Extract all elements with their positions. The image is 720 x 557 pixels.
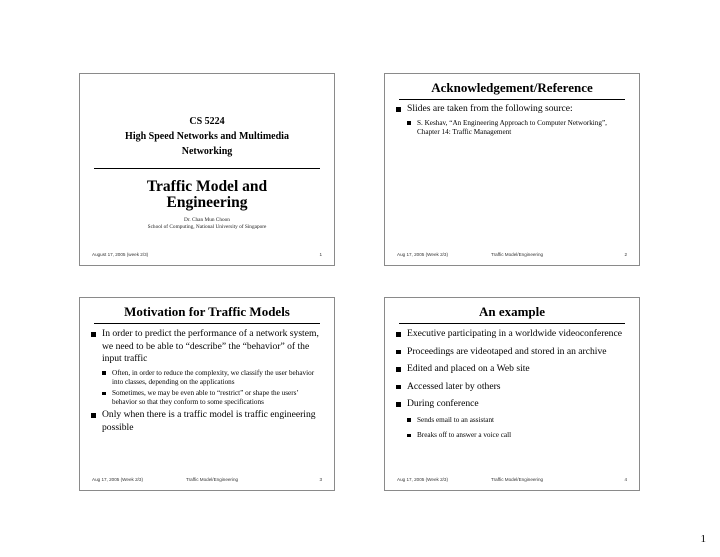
- list-item: Accessed later by others: [395, 381, 629, 394]
- list-item: Proceedings are videotaped and stored in an archive: [395, 346, 629, 359]
- course-header: [80, 114, 334, 159]
- slide-3-footer-topic: Traffic Model/Engineering: [186, 477, 239, 482]
- square-bullet-icon: [91, 332, 96, 337]
- square-bullet-icon: [396, 367, 401, 372]
- slide-2-footer-topic: Traffic Model/Engineering: [491, 252, 544, 257]
- course-name: High Speed Networks and Multimedia Networking: [125, 131, 289, 157]
- square-bullet-icon: [396, 385, 401, 390]
- list-item: Breaks off to answer a voice call: [395, 431, 629, 440]
- square-bullet-icon: [102, 392, 106, 396]
- square-bullet-icon: [396, 402, 401, 407]
- slide-4-footer-number: 4: [624, 477, 627, 482]
- slide-4-footer-topic: Traffic Model/Engineering: [491, 477, 544, 482]
- slide-3-bullets: [90, 328, 324, 437]
- slide-3-title: Motivation for Traffic Models: [124, 304, 290, 319]
- list-item: During conference: [395, 398, 629, 411]
- square-bullet-icon: [407, 121, 411, 125]
- slide-2-footer-date: Aug 17, 2005 (Week 2/3): [397, 252, 448, 257]
- slide-2-bullets: [395, 103, 629, 139]
- title-line-2: Engineering: [166, 194, 248, 211]
- slide-1-footer-number: 1: [319, 252, 322, 257]
- presentation-title: [80, 179, 334, 211]
- slide-3-footer-date: Aug 17, 2005 (Week 2/3): [92, 477, 143, 482]
- slide-3-thumbnail: [79, 297, 335, 491]
- slide-3-title-divider: [94, 323, 320, 324]
- author-name: Dr. Chan Mun Choon: [184, 217, 230, 223]
- slide-2-title: Acknowledgement/Reference: [431, 80, 593, 95]
- list-item: Executive participating in a worldwide videoconference: [395, 328, 629, 341]
- slide-4-footer-date: Aug 17, 2005 (Week 2/3): [397, 477, 448, 482]
- list-item: S. Keshav, “An Engineering Approach to Computer Networking”, Chapter 14: Traffic Management: [395, 119, 629, 137]
- square-bullet-icon: [407, 434, 411, 438]
- course-code: CS 5224: [189, 116, 225, 127]
- square-bullet-icon: [102, 371, 106, 375]
- slide-2-thumbnail: [384, 73, 640, 266]
- list-item: Only when there is a traffic model is traffic engineering possible: [90, 409, 324, 434]
- slide-3-footer-number: 3: [319, 477, 322, 482]
- title-divider: [94, 168, 320, 169]
- slide-4-title-divider: [399, 323, 625, 324]
- list-item: Slides are taken from the following source:: [395, 103, 629, 116]
- square-bullet-icon: [407, 418, 411, 422]
- list-item: Often, in order to reduce the complexity, we classify the user behavior into classes, depending on the applications: [90, 369, 324, 387]
- square-bullet-icon: [396, 332, 401, 337]
- list-item: Sometimes, we may be even able to “restrict” or shape the users’ behavior so that they conform to some specifications: [90, 389, 324, 407]
- author-block: [80, 217, 334, 231]
- list-item: Sends email to an assistant: [395, 416, 629, 425]
- square-bullet-icon: [396, 350, 401, 355]
- list-item: Edited and placed on a Web site: [395, 363, 629, 376]
- slide-1-thumbnail: [79, 73, 335, 266]
- title-line-1: Traffic Model and: [146, 178, 268, 195]
- slide-4-bullets: [395, 328, 629, 446]
- square-bullet-icon: [396, 107, 401, 112]
- slide-4-thumbnail: [384, 297, 640, 491]
- list-item: In order to predict the performance of a network system, we need to be able to “describe” the “behavior” of the input traffic: [90, 328, 324, 366]
- slide-1-footer-date: August 17, 2005 (week 2/3): [92, 252, 149, 257]
- slide-2-footer-number: 2: [624, 252, 627, 257]
- page-number: 1: [700, 533, 706, 545]
- slide-4-title: An example: [478, 304, 546, 319]
- square-bullet-icon: [91, 413, 96, 418]
- slide-2-title-divider: [399, 99, 625, 100]
- author-affiliation: School of Computing, National University of Singapore: [147, 224, 267, 230]
